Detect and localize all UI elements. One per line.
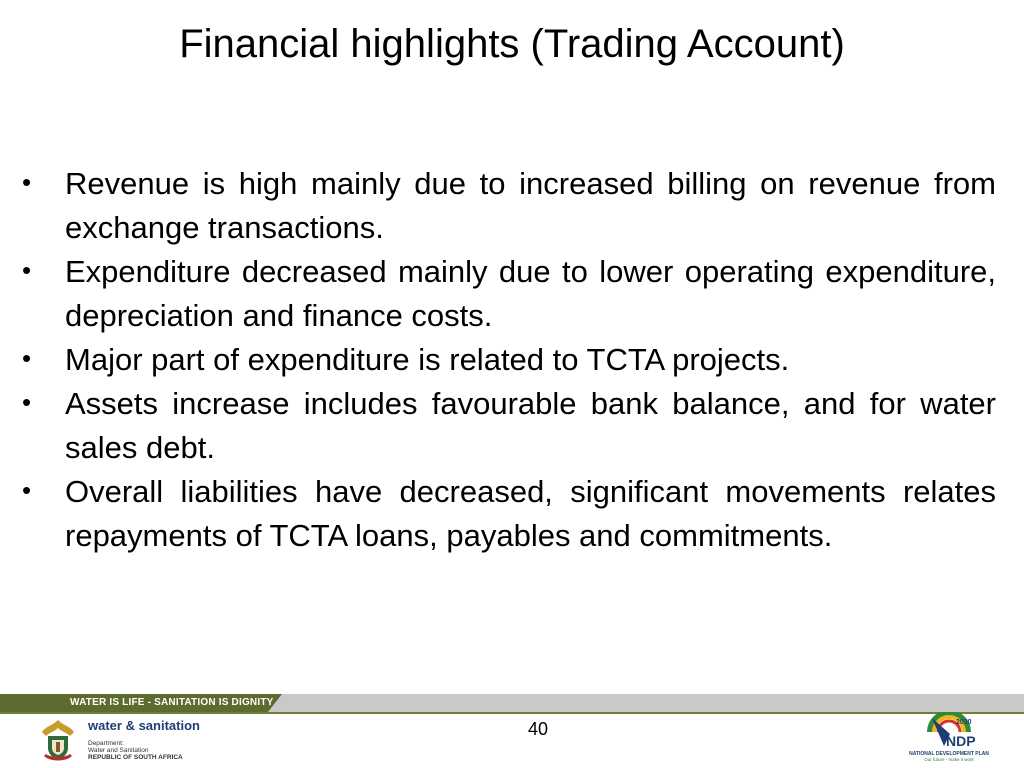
ndp-caption: NATIONAL DEVELOPMENT PLAN (909, 751, 989, 757)
ndp-letters: NDP (946, 733, 976, 749)
bullet-text: Assets increase includes favourable bank balance, and for water sales debt. (65, 386, 996, 465)
bullet-marker: • (22, 387, 32, 417)
bullet-marker: • (22, 343, 32, 373)
page-number: 40 (527, 719, 549, 739)
coat-of-arms-icon (36, 716, 80, 764)
ndp-tagline: Our future - make it work (924, 757, 974, 762)
ndp-year: 2030 (956, 719, 972, 726)
bullet-item (22, 162, 996, 250)
department-logo-text: water & sanitation (88, 718, 200, 733)
bullet-item (22, 338, 996, 382)
bullet-text: Expenditure decreased mainly due to lower operating expenditure, depreciation and finance costs. (65, 254, 996, 333)
bullet-item (22, 470, 996, 558)
bullet-list (22, 162, 996, 558)
footer-divider (0, 712, 1024, 714)
footer-slogan: WATER IS LIFE - SANITATION IS DIGNITY (70, 697, 274, 708)
bullet-marker: • (22, 255, 32, 285)
department-line: Department: (88, 740, 124, 747)
bullet-marker: • (22, 167, 32, 197)
bullet-text: Overall liabilities have decreased, significant movements relates repayments of TCTA loans, payables and commitments. (65, 474, 996, 553)
footer-band (0, 694, 1024, 712)
slide-title: Financial highlights (Trading Account) (179, 22, 845, 66)
ndp-emblem-icon (904, 712, 994, 752)
bullet-item (22, 250, 996, 338)
department-line: Water and Sanitation (88, 747, 149, 754)
bullet-text: Major part of expenditure is related to TCTA projects. (65, 342, 790, 377)
ndp-logo (904, 712, 994, 764)
bullet-item (22, 382, 996, 470)
department-logo (36, 716, 256, 764)
department-line: REPUBLIC OF SOUTH AFRICA (88, 754, 183, 761)
bullet-text: Revenue is high mainly due to increased billing on revenue from exchange transactions. (65, 166, 996, 245)
bullet-marker: • (22, 475, 32, 505)
